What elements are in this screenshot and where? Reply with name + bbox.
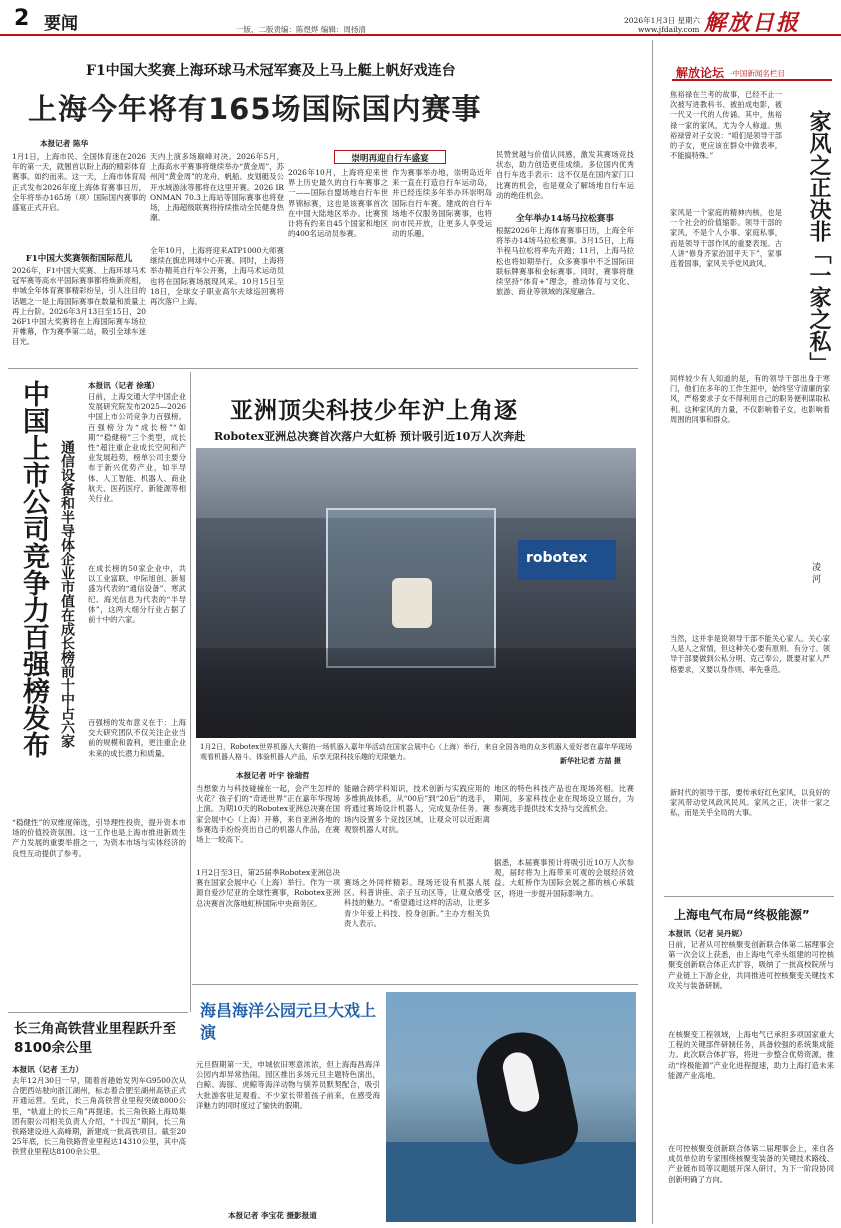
lead-col3: 2026年10月，上海将迎来世界上历史最久的自行车赛事之一——国际自盟场地自行车世界锦标赛，这也是该赛事首次在中国大陆地区举办。比赛预计将有约来自45个国家和地区的400名运动员参赛。 [288,168,388,239]
issue-date: 2026年1月3日 星期六 [624,16,701,25]
column-banner-sub: ·中国新闻名栏目 [730,69,785,78]
rail-headline: 长三角高铁营业里程跃升至8100余公里 [14,1021,176,1056]
robotex-col1b: 1月2日至3日，第25届季Robotex亚洲总决赛在国家会展中心（上海）举行。作为一项源自爱沙尼亚的全球性赛事，Robotex亚洲总决赛首次落地虹桥国际中央商务区。 [196,868,340,908]
column-body4: 当然，这并非是说领导干部不能关心家人。关心家人是人之常情，但这种关心要有原则、有分寸。领导干部要做到公私分明、克己奉公，既要对家人严格要求，又要以身作则、率先垂范。 [670,634,830,674]
section-name: 要闻 [44,14,78,34]
robotex-col3: 地区的特色科技产品也在现场亮相。比赛期间，多家科技企业在现场设立展台，为参赛选手提供技术支持与交流机会。 [494,784,634,814]
left-subtitle: 通信设备和半导体企业市值在成长榜前十中占六家 [59,440,75,748]
divider [8,1012,188,1013]
lead-col4: 民赞赏越与价值认同感，激发其赛场竞技状态，助力创造更佳成绩。多位国内优秀自行车选手表示：这不仅是在国内家门口比赛的机会，也是观众了解场地自行车运动的绝佳机会。 [496,150,634,200]
column-author: 凌 河 [810,562,820,583]
ev-body3: 在可控核聚变创新联合体第二届理事会上，来自各成员单位的专家围绕核聚变装备的关键技术路线、产业链布局等议题展开深入研讨，为下一阶段协同创新明确了方向。 [668,1144,834,1184]
left-body3: 百强榜的发布意义在于：上海交大研究团队不仅关注企业当前的规模和盈利，更注重企业未来的成长潜力和质量。 [88,718,186,758]
lead-byline: 本报记者 陈华 [40,139,89,148]
haichang-credit: 本报记者 李宝花 摄影报道 [228,1211,317,1220]
robotex-col3b: 据悉，本届赛事预计将吸引近10万人次参观，届时将为上海带来可观的会展经济效益。大虹桥作为国际会展之都的核心承载区，将进一步提升国际影响力。 [494,858,634,898]
lead-col4b: 根据2026年上海体育赛事日历，上海全年将举办14场马拉松赛事。3月15日，上海半程马拉松将率先开跑；11月，上海马拉松也将如期举行。众多赛事中不乏国际田联标牌赛事和金标赛事。同时，赛事将继续坚持“体育+”理念，推动体育与文化、旅游、商业等领域的深度融合。 [496,226,634,297]
lead-col1b: 2026年，F1中国大奖赛、上海环球马术冠军赛等高水平国际赛事都将焕新亮相，申城全年体育赛事精彩纷呈，引人注目的话题之一是上海国际赛事在数量和质量上再上台阶。2026年3月13日至15日，2026F1中国大奖赛将在上海国际赛车场拉开帷幕，作为赛季第二站，吸引全球车迷目光。 [12,266,146,347]
column-headline: 家风之正决非「一家之私」 [806,110,832,374]
robotex-col2b: 赛场之外同样精彩。现场还设有机器人展区、科普讲座、亲子互动区等，让观众感受科技的魅力。“希望通过这样的活动，让更多青少年爱上科技、投身创新。”主办方相关负责人表示。 [344,878,490,928]
robotex-col2: 能融合跨学科知识，技术创新与实践应用的多维挑战体系，从“00后”到“20后”的选手，将通过赛场设计机器人，完成复杂任务。赛场内设置多个竞技区域，让观众可以近距离观察机器人对抗。 [344,784,490,834]
robotex-col1: 当想象力与科技碰撞在一起，会产生怎样的火花？孩子们的“奇迹世界”正在嘉年华现场上演。为期10天的Robotex亚洲总决赛在国家会展中心（上海）开幕，来自亚洲各地的参赛选手纷纷亮出自己的机器人作品，在赛场上一较高下。 [196,784,340,845]
divider [192,984,638,985]
robotex-subtitle: Robotex亚洲总决赛首次落户大虹桥 预计吸引近10万人次奔赴 [214,430,526,443]
robotex-headline: 亚洲顶尖科技少年沪上角逐 [230,398,518,424]
left-body: 日前，上海交通大学中国企业发展研究院发布2025—2026中国上市公司竞争力百强榜。百强榜分为“成长榜”“如期”“稳健榜”三个类型，成长性“超注重企业成长空间和产业发展趋势，榜单公司主要分布于新兴优势产业，如半导体、人工智能、机器人、商业航天、医药医疗、新能源等相关行业。 [88,392,186,504]
left-body2: 在成长榜的50家企业中，共以工业富联、中际旭创、新易盛为代表的“通信设备”、寒武纪、海光信息为代表的“半导体”，这两大细分行业占据了前十中的六家。 [88,564,186,625]
lead-subhead-f1: F1中国大奖赛领衔国际范儿 [25,254,133,264]
robotex-photo [196,448,636,738]
lead-col1: 1月1日，上海市民、全国体育迷在2026年的第一天，就翘首以盼上海的精彩体育赛事。如约而来。这一天，上海市体育局正式发布2026年度上海体育赛事日历，全年将举办165场（项）国际国内赛事的盛宴正式开启。 [12,152,146,213]
robotex-credit: 新华社记者 方喆 摄 [560,756,621,765]
ev-byline: 本报讯（记者 吴丹妮） [668,929,747,938]
haichang-headline: 海昌海洋公园元旦大戏上演 [200,1001,377,1042]
left-byline: 本报讯（记者 徐瑾） [88,381,159,390]
left-headline: 中国上市公司竞争力百强榜发布 [18,380,49,758]
newspaper-logo: 解放日报 [704,10,801,36]
page-number: 2 [14,6,30,31]
column-rule [190,372,191,1012]
lead-headline: 上海今年将有165场国际国内赛事 [28,92,482,126]
lead-col2: 天内上演多场巅峰对决。2026年5月，上海高水平赛事将继续举办“黄金周”，苏州河“黄金周”的龙舟、帆船、皮划艇及公开水域游泳等都将在这里开赛。2026 IRONMAN 70.3上海站等国际赛事也将登场，上海超级联赛将持续推动全民健身热潮。 [150,152,284,223]
haichang-photo [386,992,636,1222]
lead-subhead-chongming: 崇明再迎自行车盛宴 [351,154,429,164]
ev-headline: 上海电气布局“终极能源” [674,908,810,922]
lead-col3b: 作为赛事举办地，崇明岛近年来一直在打造自行车运动岛，并已经连续多年举办环崇明岛国际自行车赛。建成的自行车场地不仅服务国际赛事，也将向市民开放，让更多人享受运动的乐趣。 [392,168,492,239]
photo-robot [392,578,432,628]
photo-sign-text: robotex [526,550,588,566]
website[interactable]: www.jfdaily.com [638,25,700,34]
haichang-body: 元旦假期第一天，申城依旧寒意浓浓，但上海海昌海洋公园内却异常热闹。园区推出多场元旦主题特色演出，白鲸、海豚、虎鲸等海洋动物与驯养员默契配合，吸引大批游客驻足观看。不少家长带着孩子前来，在感受海洋魅力的同时度过了愉快的假期。 [196,1060,380,1110]
column-body3: 同样较少有人知道的是，有的领导干部出身于寒门，他们在多年的工作生涯中，始终坚守清廉的家风，严格要求子女不得利用自己的职务便利谋取私利。这种家风的力量，不仅影响着子女，也影响着周围的同事和群众。 [670,374,830,424]
divider [664,896,834,897]
lead-subhead-marathon: 全年举办14场马拉松赛事 [516,214,614,224]
column-rule [652,40,653,1224]
column-body2: 家风是一个家庭的精神内核，也是一个社会的价值缩影。领导干部的家风，不是个人小事、家庭私事，而是领导干部作风的重要表现。古人讲“修身齐家治国平天下”，家事连着国事，家风关乎党风政风。 [670,208,782,269]
divider [8,368,638,369]
robotex-caption: 1月2日，Robotex世界机器人大赛的一场机器人嘉年华活动在国家会展中心（上海）举行，来自全国各地的众多机器人爱好者在嘉年华现场观看机器人格斗。体验机器人产品，乐享无限科技乐趣的无限魅力。 [200,743,632,762]
rail-body: 去年12月30日一早，随着首趟始发列车G9500次从合肥西站驶向浙江湖州，标志着合肥至湖州高铁正式开通运营。至此，长三角高铁营业里程突破8000公里，“轨道上的长三角”再提速。长三角铁路上海局集团有限公司相关负责人介绍，“十四五”期间，长三角铁路建设进入高峰期，新建成一批高铁项目。截至2025年底，长三角铁路营业里程达14310公里，其中高铁营业里程达8100余公里。 [12,1076,186,1157]
editors-line: 一版、二版责编：陈煜烨 编辑：周扬清 [236,25,366,34]
column-banner-title: 解放论坛 [676,66,725,80]
column-body: 焦裕禄在兰考的故事，已经不止一次被写进教科书、被拍成电影，被一代又一代的人传诵。其中，焦裕禄一家的家风，尤为令人称道。焦裕禄曾对子女说：“咱们是领导干部的子女，更应该在群众中做表率，不能搞特殊。” [670,90,782,161]
left-body-bottom: “稳健性”的双维度筛选，引导理性投资，提升资本市场的价值投资氛围。这一工作也是上海市推进新质生产力发展的重要举措之一，为资本市场与实体经济的良性互动提供了参考。 [12,818,186,858]
column-body5: 新时代的领导干部，要传承好红色家风，以良好的家风带动党风政风民风。家风之正，决非一家之私，而是关乎全局的大事。 [670,788,830,818]
lead-col2b: 全年10月，上海将迎来ATP1000大师赛继续在旗忠网球中心开赛。同时，上海将举办精英自行车公开赛，上海马术运动员也将在国际赛场展现风采。10月15日至18日，全球女子职业高尔夫球巡回赛将再次落户上海。 [150,246,284,307]
photo-crowd [196,648,636,738]
robotex-byline: 本报记者 叶宇 徐瑞哲 [236,771,310,780]
rail-byline: 本报讯（记者 王力） [12,1065,83,1074]
ev-body: 日前，记者从可控核聚变创新联合体第二届理事会第一次会议上获悉，由上海电气牵头组建的可控核聚变创新联合体正式扩容，吸纳了一批高校院所与产业链上下游企业，共同推进可控核聚变关键技术攻关与装备研制。 [668,940,834,990]
ev-body2: 在核聚变工程领域，上海电气已承担多项国家重大工程的关键部件研制任务，具备较强的系统集成能力。此次联合体扩容，将进一步整合优势资源，推动“终极能源”产业化进程提速，助力上海打造未来能源产业高地。 [668,1030,834,1080]
lead-subtitle: F1中国大奖赛上海环球马术冠军赛及上马上艇上帆好戏连台 [86,63,456,79]
